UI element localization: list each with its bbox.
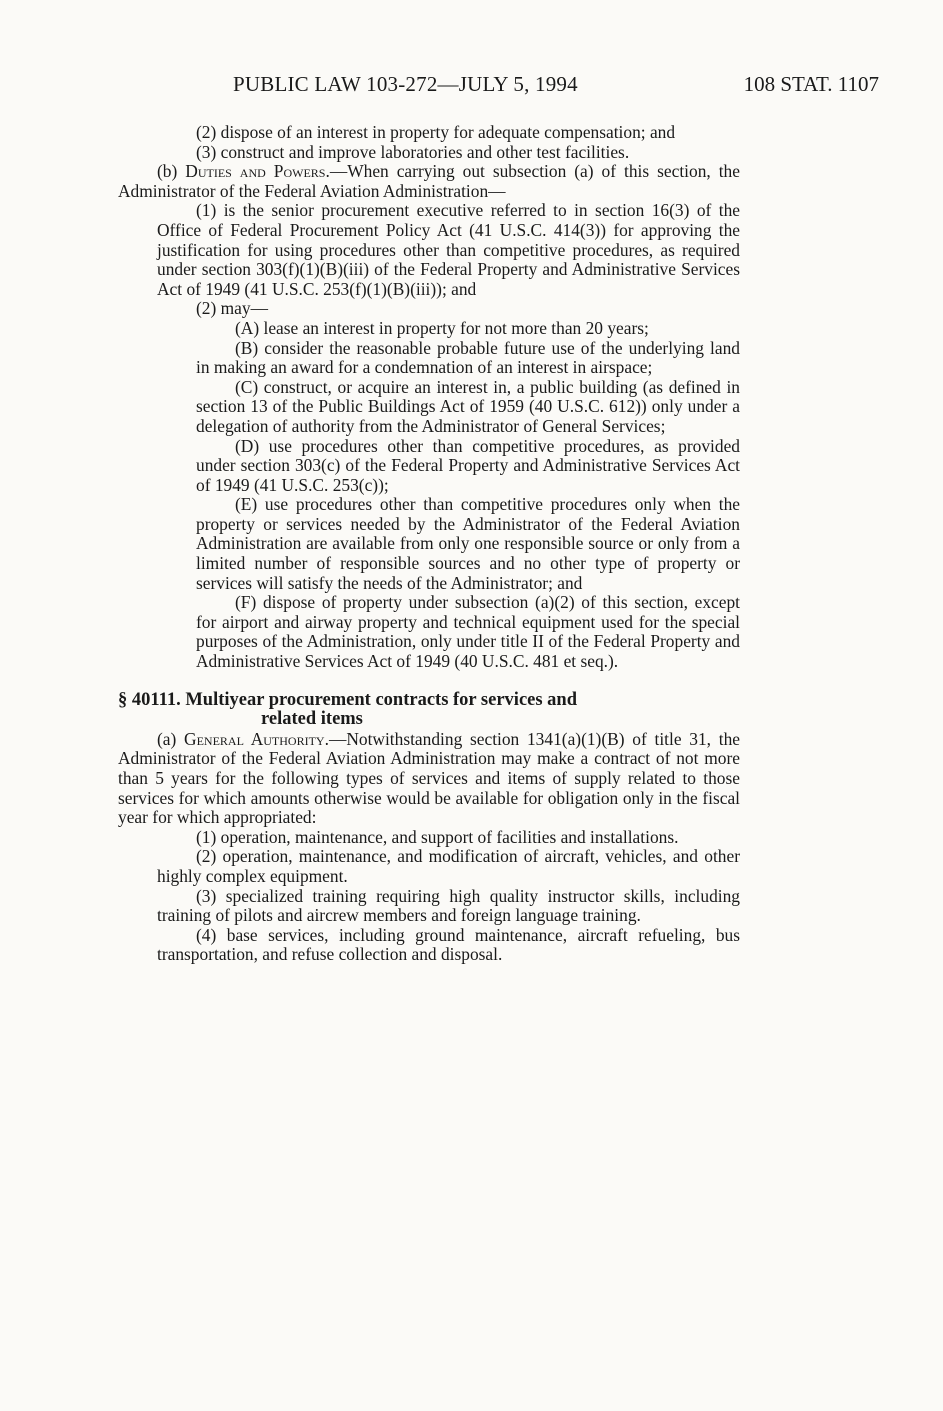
- item-text: (2) dispose of an interest in property for adequate compensation; and: [196, 122, 676, 142]
- item-text: (1) operation, maintenance, and support of facilities and installations.: [196, 826, 679, 847]
- subsection-label: (a): [157, 728, 185, 749]
- item-text: (E) use procedures other than competitive procedures only when the property or services needed by the Administrator of the Federal Aviation Administration are available from only one responsible source or only from a limited number of responsible sources and no other type of property or services will satisfy the needs of the Administrator; and: [196, 494, 740, 593]
- statute-page-reference: 108 STAT. 1107: [743, 72, 879, 96]
- subsection-heading: General Authority.: [184, 728, 329, 749]
- item-text: (2) operation, maintenance, and modification of aircraft, vehicles, and other highly complex equipment.: [157, 846, 740, 886]
- subsection-b-item-2D: [118, 437, 740, 496]
- item-text: (F) dispose of property under subsection (a)(2) of this section, except for airport and airway property and technical equipment used for the special purposes of the Administration, only under title II of the Federal Property and Administrative Services Act of 1949 (40 U.S.C. 481 et seq.).: [196, 592, 740, 672]
- item-text: (2) may—: [196, 298, 268, 319]
- document-body: [118, 123, 740, 965]
- subsection-b-item-1: [118, 201, 740, 299]
- section-heading: [118, 691, 740, 730]
- subsection-a-general-authority: [118, 730, 740, 828]
- item-text: (1) is the senior procurement executive referred to in section 16(3) of the Office of Federal Procurement Policy Act (41 U.S.C. 414(3)) for approving the justification for using procedures other than competitive procedures, as required under section 303(f)(1)(B)(iii) of the Federal Property and Administrative Services Act of 1949 (41 U.S.C. 253(f)(1)(B)(iii)); and: [157, 200, 740, 299]
- subsection-heading: Duties and Powers.: [185, 161, 330, 182]
- subsection-b-item-2B: [118, 339, 740, 378]
- subsection-label: (b): [157, 161, 186, 182]
- subsection-a-item-2: [118, 123, 740, 143]
- section-title: Multiyear procurement contracts for services and: [185, 689, 578, 710]
- authority-item-4: [118, 926, 740, 965]
- authority-item-3: [118, 887, 740, 926]
- item-text: (3) construct and improve laboratories and other test facilities.: [196, 141, 630, 162]
- subsection-b-item-2E: [118, 495, 740, 593]
- subsection-b-item-2: [118, 299, 740, 319]
- subsection-b-item-2C: [118, 378, 740, 437]
- page-header: [0, 72, 943, 102]
- authority-item-1: [118, 828, 740, 848]
- subsection-a-item-3: [118, 143, 740, 163]
- item-text: (3) specialized training requiring high quality instructor skills, including training of pilots and aircrew members and foreign language training.: [157, 885, 740, 926]
- subsection-text: —Notwithstanding section 1341(a)(1)(B) of title 31, the Administrator of the Federal Aviation Administration may make a contract of not more than 5 years for the following types of services and items of supply related to those services for which amounts otherwise would be available for obligation only in the fiscal year for which appropriated:: [118, 728, 740, 828]
- running-head: PUBLIC LAW 103-272—JULY 5, 1994: [233, 72, 578, 96]
- item-text: (B) consider the reasonable probable future use of the underlying land in making an award for a condemnation of an interest in airspace;: [196, 337, 740, 378]
- subsection-b-item-2F: [118, 593, 740, 671]
- subsection-text: —When carrying out subsection (a) of this section, the Administrator of the Federal Aviation Administration—: [118, 161, 740, 201]
- item-text: (D) use procedures other than competitive procedures, as provided under section 303(c) of the Federal Property and Administrative Services Act of 1949 (41 U.S.C. 253(c));: [196, 435, 740, 495]
- subsection-b-item-2A: [118, 319, 740, 339]
- item-text: (C) construct, or acquire an interest in, a public building (as defined in section 13 of the Public Buildings Act of 1959 (40 U.S.C. 612)) only under a delegation of authority from the Administrator of General Services;: [196, 376, 740, 436]
- authority-item-2: [118, 847, 740, 886]
- section-title-continued: related items: [261, 709, 363, 730]
- subsection-b: [118, 162, 740, 201]
- item-text: (4) base services, including ground maintenance, aircraft refueling, bus transportation, and refuse collection and disposal.: [157, 924, 740, 965]
- section-number: § 40111.: [118, 689, 181, 710]
- item-text: (A) lease an interest in property for not more than 20 years;: [235, 317, 649, 338]
